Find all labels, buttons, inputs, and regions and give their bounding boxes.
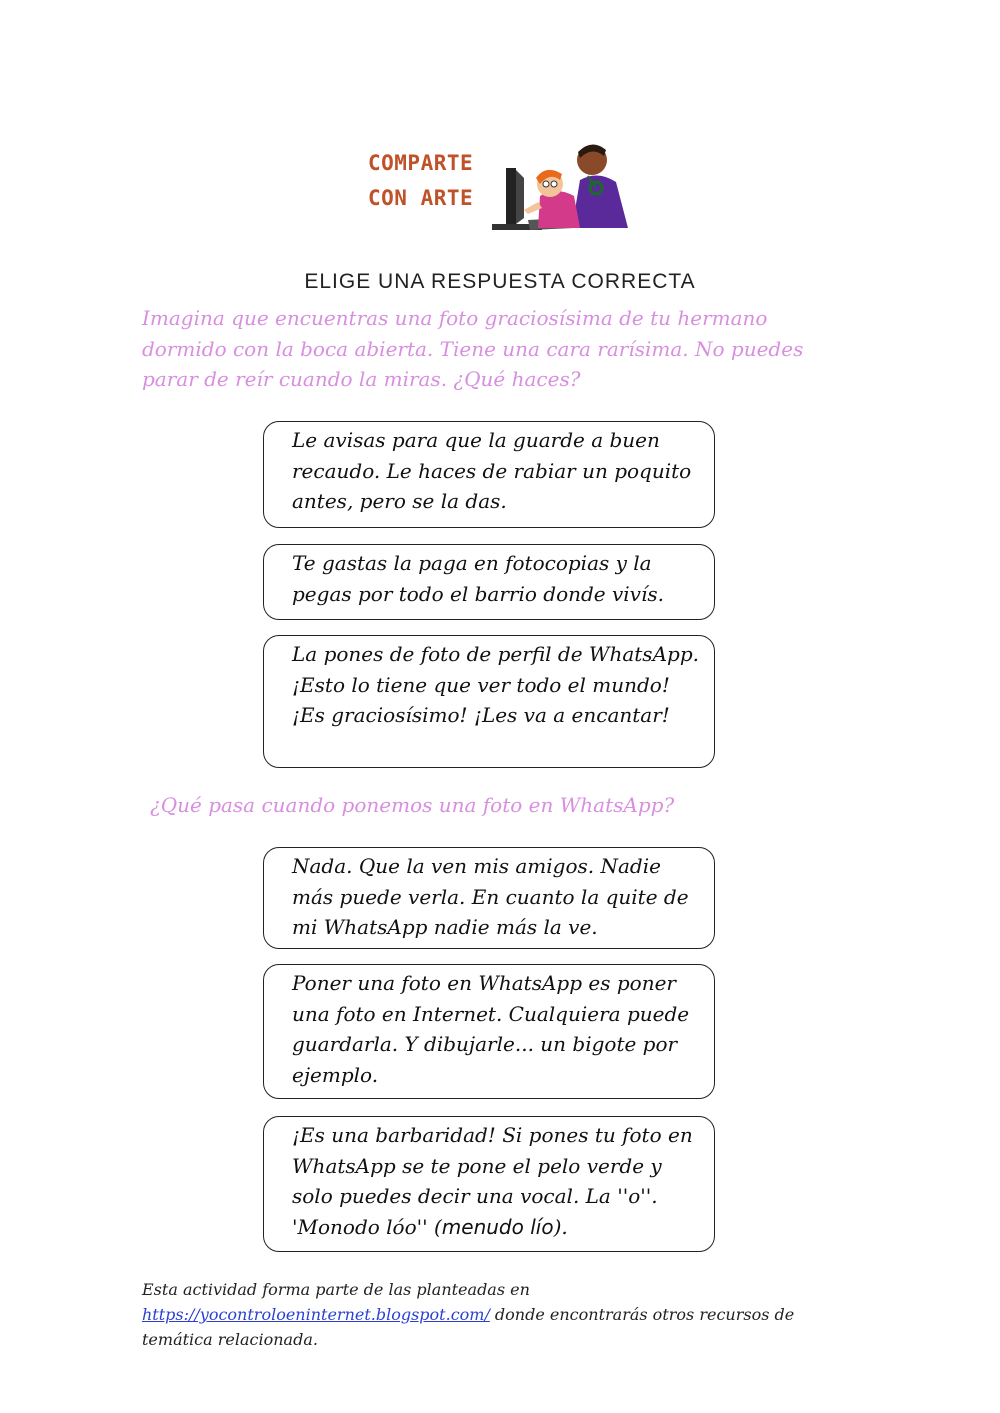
- footer-rest: donde encontrarás otros recursos de temática relacionada.: [142, 1305, 795, 1349]
- logo-text: [368, 146, 508, 216]
- page-title: ELIGE UNA RESPUESTA CORRECTA: [304, 270, 696, 293]
- answer-option-2-3[interactable]: [263, 1116, 715, 1252]
- answer-option-1-3[interactable]: La pones de foto de perfil de WhatsApp. ¡Esto lo tiene que ver todo el mundo! ¡Es graciosísimo! ¡Les va a encantar!: [263, 635, 715, 768]
- footer-note: [142, 1277, 862, 1352]
- kids-at-computer-icon: [488, 140, 638, 232]
- footer-line-2: [142, 1302, 862, 1352]
- logo-line-2: CON ARTE: [368, 186, 474, 210]
- footer-line-1: Esta actividad forma parte de las planteadas en: [142, 1280, 530, 1299]
- answer-option-2-3-emphasis: menudo lío: [441, 1214, 554, 1239]
- answer-option-1-2[interactable]: Te gastas la paga en fotocopias y la pegas por todo el barrio donde vivís.: [263, 544, 715, 620]
- answer-option-2-2[interactable]: Poner una foto en WhatsApp es poner una foto en Internet. Cualquiera puede guardarla. Y dibujarle... un bigote por ejemplo.: [263, 964, 715, 1099]
- blog-link[interactable]: https://yocontroloeninternet.blogspot.com/: [142, 1305, 490, 1324]
- answer-option-2-3-end: ).: [553, 1214, 568, 1239]
- answer-option-2-1[interactable]: Nada. Que la ven mis amigos. Nadie más puede verla. En cuanto la quite de mi WhatsApp nadie más la ve.: [263, 847, 715, 949]
- logo-line-1: COMPARTE: [368, 151, 474, 175]
- answer-option-1-1[interactable]: Le avisas para que la guarde a buen recaudo. Le haces de rabiar un poquito antes, pero se la das.: [263, 421, 715, 528]
- question-2: ¿Qué pasa cuando ponemos una foto en WhatsApp?: [150, 793, 675, 817]
- answer-option-2-3-text: ¡Es una barbaridad! Si pones tu foto en WhatsApp se te pone el pelo verde y solo puedes decir una vocal. La ''o''. 'Monodo lóo'' (: [292, 1123, 693, 1239]
- question-1: Imagina que encuentras una foto graciosísima de tu hermano dormido con la boca abierta. Tiene una cara rarísima. No puedes parar de reír cuando la miras. ¿Qué haces?: [142, 306, 804, 391]
